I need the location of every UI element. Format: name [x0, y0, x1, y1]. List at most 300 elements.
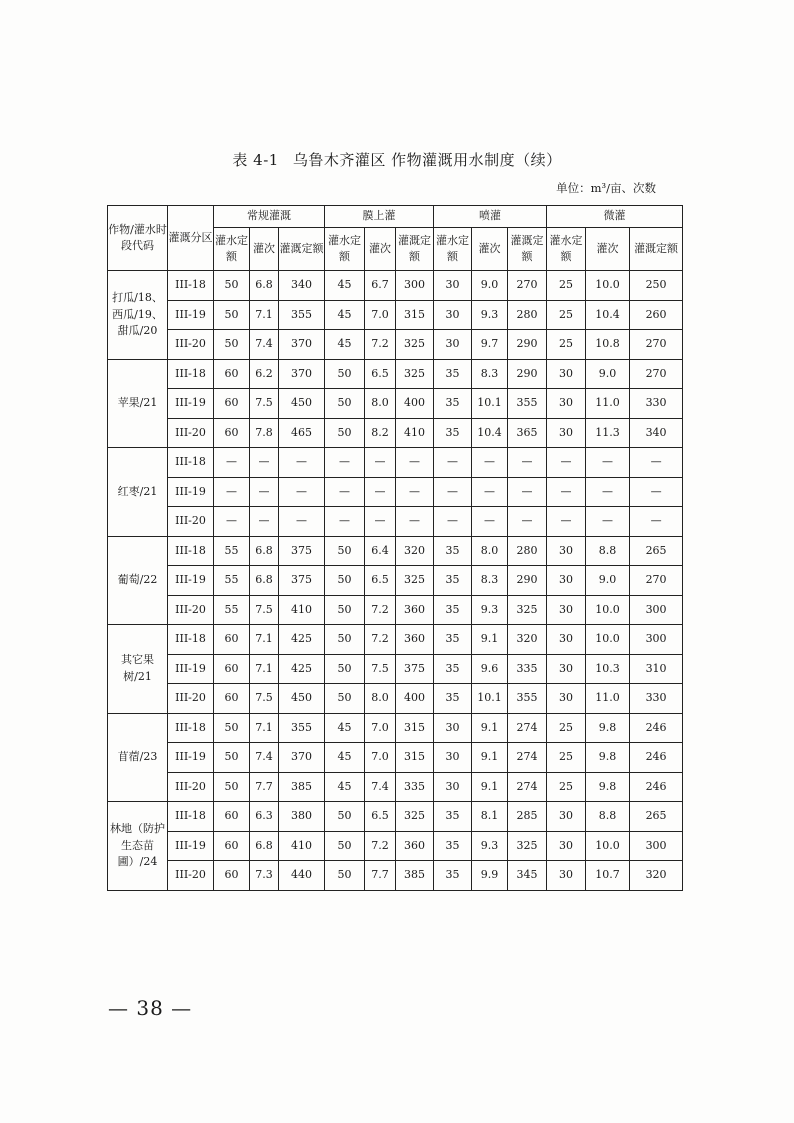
value-cell: 360 [396, 831, 434, 861]
value-cell: 7.1 [250, 654, 279, 684]
subheader-2: 灌溉定额 [630, 228, 683, 271]
value-cell: 50 [325, 684, 365, 714]
subheader-0: 灌水定额 [434, 228, 472, 271]
value-cell: 340 [630, 418, 683, 448]
value-cell: 35 [434, 566, 472, 596]
table-row [108, 772, 683, 802]
table-row [108, 536, 683, 566]
value-cell: 320 [508, 625, 547, 655]
value-cell: 300 [630, 595, 683, 625]
value-cell: 250 [630, 271, 683, 301]
value-cell: — [586, 448, 630, 478]
value-cell: 7.1 [250, 713, 279, 743]
value-cell: 50 [325, 389, 365, 419]
table-row [108, 595, 683, 625]
value-cell: 55 [214, 536, 250, 566]
value-cell: 30 [547, 831, 586, 861]
value-cell: 274 [508, 713, 547, 743]
value-cell: 7.5 [250, 389, 279, 419]
zone-cell: III-19 [168, 831, 214, 861]
value-cell: 50 [325, 625, 365, 655]
value-cell: 320 [630, 861, 683, 891]
value-cell: 6.5 [365, 566, 396, 596]
zone-cell: III-20 [168, 418, 214, 448]
value-cell: 10.0 [586, 831, 630, 861]
subheader-2: 灌溉定额 [279, 228, 325, 271]
value-cell: 7.2 [365, 625, 396, 655]
value-cell: 7.0 [365, 743, 396, 773]
crop-name: 其它果树/21 [108, 625, 168, 714]
value-cell: 25 [547, 772, 586, 802]
subheader-2: 灌溉定额 [396, 228, 434, 271]
value-cell: 25 [547, 713, 586, 743]
value-cell: — [434, 477, 472, 507]
value-cell: 50 [325, 536, 365, 566]
value-cell: 375 [279, 536, 325, 566]
value-cell: 325 [508, 831, 547, 861]
table-row [108, 743, 683, 773]
value-cell: 9.1 [472, 625, 508, 655]
crop-name: 葡萄/22 [108, 536, 168, 625]
value-cell: 9.1 [472, 772, 508, 802]
value-cell: 274 [508, 743, 547, 773]
value-cell: — [250, 448, 279, 478]
value-cell: 30 [547, 654, 586, 684]
value-cell: 30 [434, 330, 472, 360]
value-cell: 6.4 [365, 536, 396, 566]
value-cell: 8.8 [586, 536, 630, 566]
value-cell: — [630, 477, 683, 507]
zone-cell: III-19 [168, 654, 214, 684]
table-row [108, 861, 683, 891]
value-cell: 30 [547, 802, 586, 832]
value-cell: 315 [396, 300, 434, 330]
value-cell: 10.3 [586, 654, 630, 684]
value-cell: 50 [325, 831, 365, 861]
zone-cell: III-18 [168, 271, 214, 301]
value-cell: — [472, 448, 508, 478]
crop-name: 苹果/21 [108, 359, 168, 448]
value-cell: 8.0 [472, 536, 508, 566]
value-cell: 55 [214, 595, 250, 625]
value-cell: 7.0 [365, 300, 396, 330]
value-cell: 8.3 [472, 566, 508, 596]
value-cell: 45 [325, 743, 365, 773]
value-cell: 7.7 [365, 861, 396, 891]
value-cell: 6.8 [250, 831, 279, 861]
value-cell: 315 [396, 743, 434, 773]
value-cell: 9.0 [586, 566, 630, 596]
value-cell: 450 [279, 684, 325, 714]
value-cell: 360 [396, 625, 434, 655]
table-row [108, 684, 683, 714]
value-cell: 370 [279, 743, 325, 773]
value-cell: 45 [325, 271, 365, 301]
value-cell: 35 [434, 654, 472, 684]
value-cell: 7.1 [250, 625, 279, 655]
zone-cell: III-18 [168, 536, 214, 566]
value-cell: 7.7 [250, 772, 279, 802]
value-cell: 45 [325, 713, 365, 743]
value-cell: 7.4 [365, 772, 396, 802]
table-title [0, 149, 794, 170]
value-cell: 6.3 [250, 802, 279, 832]
value-cell: 7.2 [365, 330, 396, 360]
value-cell: 35 [434, 536, 472, 566]
value-cell: 280 [508, 300, 547, 330]
table-row [108, 507, 683, 537]
crop-name: 打瓜/18、西瓜/19、甜瓜/20 [108, 271, 168, 360]
value-cell: 50 [214, 330, 250, 360]
value-cell: 60 [214, 625, 250, 655]
value-cell: 7.4 [250, 743, 279, 773]
zone-cell: III-18 [168, 448, 214, 478]
value-cell: 9.7 [472, 330, 508, 360]
value-cell: — [434, 507, 472, 537]
table-row [108, 300, 683, 330]
crop-name: 林地（防护生态苗圃）/24 [108, 802, 168, 891]
table-row [108, 802, 683, 832]
value-cell: — [547, 507, 586, 537]
value-cell: — [508, 448, 547, 478]
value-cell: 7.5 [365, 654, 396, 684]
value-cell: 30 [547, 625, 586, 655]
value-cell: 355 [508, 389, 547, 419]
table-title-text: 乌鲁木齐灌区 作物灌溉用水制度（续） [292, 151, 562, 169]
value-cell: 9.0 [472, 271, 508, 301]
value-cell: — [586, 477, 630, 507]
value-cell: 300 [630, 831, 683, 861]
table-row [108, 477, 683, 507]
value-cell: — [586, 507, 630, 537]
value-cell: 60 [214, 359, 250, 389]
value-cell: 340 [279, 271, 325, 301]
value-cell: 6.8 [250, 536, 279, 566]
value-cell: 50 [214, 713, 250, 743]
value-cell: 30 [547, 536, 586, 566]
value-cell: 50 [214, 772, 250, 802]
table-row [108, 566, 683, 596]
table-number: 表 4-1 [232, 151, 279, 169]
value-cell: 315 [396, 713, 434, 743]
value-cell: 25 [547, 743, 586, 773]
value-cell: — [214, 507, 250, 537]
zone-cell: III-20 [168, 330, 214, 360]
value-cell: 355 [508, 684, 547, 714]
value-cell: 50 [325, 566, 365, 596]
value-cell: 7.2 [365, 831, 396, 861]
zone-cell: III-19 [168, 389, 214, 419]
value-cell: 300 [630, 625, 683, 655]
value-cell: 55 [214, 566, 250, 596]
value-cell: 50 [325, 418, 365, 448]
value-cell: 25 [547, 271, 586, 301]
value-cell: 9.3 [472, 831, 508, 861]
value-cell: 410 [279, 831, 325, 861]
value-cell: 11.0 [586, 389, 630, 419]
value-cell: 30 [434, 713, 472, 743]
value-cell: 11.3 [586, 418, 630, 448]
value-cell: — [365, 477, 396, 507]
value-cell: 50 [214, 271, 250, 301]
value-cell: 280 [508, 536, 547, 566]
value-cell: 8.8 [586, 802, 630, 832]
value-cell: 6.7 [365, 271, 396, 301]
value-cell: 465 [279, 418, 325, 448]
zone-cell: III-19 [168, 477, 214, 507]
header-zone: 灌溉分区 [168, 206, 214, 271]
value-cell: — [547, 477, 586, 507]
table-row [108, 271, 683, 301]
value-cell: 60 [214, 684, 250, 714]
value-cell: 45 [325, 772, 365, 802]
value-cell: 35 [434, 625, 472, 655]
value-cell: 6.5 [365, 359, 396, 389]
value-cell: 35 [434, 359, 472, 389]
value-cell: — [365, 507, 396, 537]
value-cell: — [250, 507, 279, 537]
value-cell: 310 [630, 654, 683, 684]
value-cell: 9.9 [472, 861, 508, 891]
value-cell: 325 [396, 566, 434, 596]
zone-cell: III-18 [168, 625, 214, 655]
value-cell: 25 [547, 330, 586, 360]
value-cell: 30 [547, 359, 586, 389]
value-cell: 50 [325, 861, 365, 891]
subheader-0: 灌水定额 [214, 228, 250, 271]
value-cell: 270 [630, 330, 683, 360]
value-cell: 7.0 [365, 713, 396, 743]
value-cell: 9.1 [472, 713, 508, 743]
value-cell: 290 [508, 359, 547, 389]
value-cell: — [325, 507, 365, 537]
value-cell: 370 [279, 359, 325, 389]
value-cell: 10.1 [472, 389, 508, 419]
value-cell: 375 [396, 654, 434, 684]
crop-name: 红枣/21 [108, 448, 168, 537]
table-row [108, 330, 683, 360]
zone-cell: III-18 [168, 713, 214, 743]
value-cell: — [279, 477, 325, 507]
value-cell: 7.2 [365, 595, 396, 625]
value-cell: 265 [630, 536, 683, 566]
value-cell: 10.0 [586, 271, 630, 301]
value-cell: 9.0 [586, 359, 630, 389]
value-cell: 50 [325, 595, 365, 625]
value-cell: 335 [508, 654, 547, 684]
value-cell: 440 [279, 861, 325, 891]
zone-cell: III-20 [168, 772, 214, 802]
zone-cell: III-20 [168, 595, 214, 625]
value-cell: 355 [279, 300, 325, 330]
value-cell: 355 [279, 713, 325, 743]
value-cell: 8.0 [365, 684, 396, 714]
value-cell: 385 [279, 772, 325, 802]
value-cell: 270 [630, 359, 683, 389]
value-cell: 50 [214, 743, 250, 773]
value-cell: 30 [434, 300, 472, 330]
value-cell: — [396, 507, 434, 537]
value-cell: 10.4 [472, 418, 508, 448]
zone-cell: III-18 [168, 359, 214, 389]
value-cell: 10.4 [586, 300, 630, 330]
value-cell: 345 [508, 861, 547, 891]
value-cell: 35 [434, 389, 472, 419]
value-cell: 60 [214, 418, 250, 448]
value-cell: 10.0 [586, 595, 630, 625]
value-cell: 325 [396, 802, 434, 832]
table-row [108, 713, 683, 743]
subheader-2: 灌溉定额 [508, 228, 547, 271]
subheader-1: 灌次 [586, 228, 630, 271]
value-cell: 246 [630, 772, 683, 802]
table-row [108, 389, 683, 419]
value-cell: 285 [508, 802, 547, 832]
value-cell: 7.5 [250, 684, 279, 714]
value-cell: 260 [630, 300, 683, 330]
value-cell: 6.8 [250, 566, 279, 596]
value-cell: 7.5 [250, 595, 279, 625]
value-cell: 10.7 [586, 861, 630, 891]
value-cell: 30 [547, 566, 586, 596]
header-group: 喷灌 [434, 206, 547, 228]
value-cell: — [325, 477, 365, 507]
value-cell: 8.0 [365, 389, 396, 419]
zone-cell: III-19 [168, 743, 214, 773]
value-cell: 10.0 [586, 625, 630, 655]
unit-note: 单位：m³/亩、次数 [556, 181, 656, 195]
irrigation-table [107, 205, 683, 891]
value-cell: — [630, 448, 683, 478]
value-cell: 9.6 [472, 654, 508, 684]
value-cell: — [396, 477, 434, 507]
value-cell: 290 [508, 330, 547, 360]
value-cell: 30 [434, 271, 472, 301]
table-row [108, 359, 683, 389]
value-cell: — [250, 477, 279, 507]
table-row [108, 831, 683, 861]
value-cell: 380 [279, 802, 325, 832]
value-cell: 35 [434, 802, 472, 832]
subheader-1: 灌次 [472, 228, 508, 271]
value-cell: 6.2 [250, 359, 279, 389]
value-cell: 7.4 [250, 330, 279, 360]
value-cell: 8.2 [365, 418, 396, 448]
value-cell: 365 [508, 418, 547, 448]
value-cell: 45 [325, 300, 365, 330]
value-cell: 6.5 [365, 802, 396, 832]
value-cell: — [214, 448, 250, 478]
value-cell: 9.8 [586, 743, 630, 773]
value-cell: — [214, 477, 250, 507]
value-cell: 35 [434, 684, 472, 714]
zone-cell: III-20 [168, 684, 214, 714]
value-cell: 11.0 [586, 684, 630, 714]
value-cell: 246 [630, 743, 683, 773]
value-cell: 7.3 [250, 861, 279, 891]
value-cell: 290 [508, 566, 547, 596]
crop-name: 苜蓿/23 [108, 713, 168, 802]
header-group: 微灌 [547, 206, 683, 228]
value-cell: 60 [214, 861, 250, 891]
value-cell: 270 [508, 271, 547, 301]
value-cell: — [472, 477, 508, 507]
value-cell: 9.8 [586, 772, 630, 802]
value-cell: 370 [279, 330, 325, 360]
value-cell: — [508, 477, 547, 507]
value-cell: — [508, 507, 547, 537]
value-cell: 9.3 [472, 595, 508, 625]
zone-cell: III-19 [168, 566, 214, 596]
subheader-1: 灌次 [250, 228, 279, 271]
value-cell: 325 [396, 359, 434, 389]
value-cell: 9.8 [586, 713, 630, 743]
value-cell: 7.8 [250, 418, 279, 448]
value-cell: 425 [279, 625, 325, 655]
table-row [108, 625, 683, 655]
value-cell: 30 [434, 743, 472, 773]
value-cell: 320 [396, 536, 434, 566]
value-cell: 35 [434, 418, 472, 448]
value-cell: 30 [547, 595, 586, 625]
value-cell: 274 [508, 772, 547, 802]
value-cell: 400 [396, 684, 434, 714]
value-cell: 6.8 [250, 271, 279, 301]
value-cell: — [434, 448, 472, 478]
header-group: 常规灌溉 [214, 206, 325, 228]
value-cell: — [279, 507, 325, 537]
value-cell: 8.3 [472, 359, 508, 389]
value-cell: 270 [630, 566, 683, 596]
value-cell: 9.3 [472, 300, 508, 330]
table-row [108, 448, 683, 478]
value-cell: — [396, 448, 434, 478]
value-cell: 330 [630, 389, 683, 419]
subheader-0: 灌水定额 [325, 228, 365, 271]
zone-cell: III-20 [168, 507, 214, 537]
value-cell: 385 [396, 861, 434, 891]
value-cell: 45 [325, 330, 365, 360]
value-cell: 25 [547, 300, 586, 330]
zone-cell: III-19 [168, 300, 214, 330]
value-cell: 375 [279, 566, 325, 596]
value-cell: 325 [508, 595, 547, 625]
value-cell: 50 [325, 802, 365, 832]
value-cell: 330 [630, 684, 683, 714]
value-cell: 35 [434, 831, 472, 861]
subheader-1: 灌次 [365, 228, 396, 271]
value-cell: 246 [630, 713, 683, 743]
value-cell: 30 [547, 418, 586, 448]
value-cell: 50 [214, 300, 250, 330]
value-cell: — [365, 448, 396, 478]
value-cell: 400 [396, 389, 434, 419]
value-cell: 30 [434, 772, 472, 802]
value-cell: — [472, 507, 508, 537]
zone-cell: III-20 [168, 861, 214, 891]
value-cell: 8.1 [472, 802, 508, 832]
value-cell: 30 [547, 684, 586, 714]
header-crop: 作物/灌水时段代码 [108, 206, 168, 271]
value-cell: 410 [279, 595, 325, 625]
value-cell: — [279, 448, 325, 478]
value-cell: 325 [396, 330, 434, 360]
value-cell: 10.8 [586, 330, 630, 360]
value-cell: 425 [279, 654, 325, 684]
header-group: 膜上灌 [325, 206, 434, 228]
value-cell: 9.1 [472, 743, 508, 773]
value-cell: — [547, 448, 586, 478]
